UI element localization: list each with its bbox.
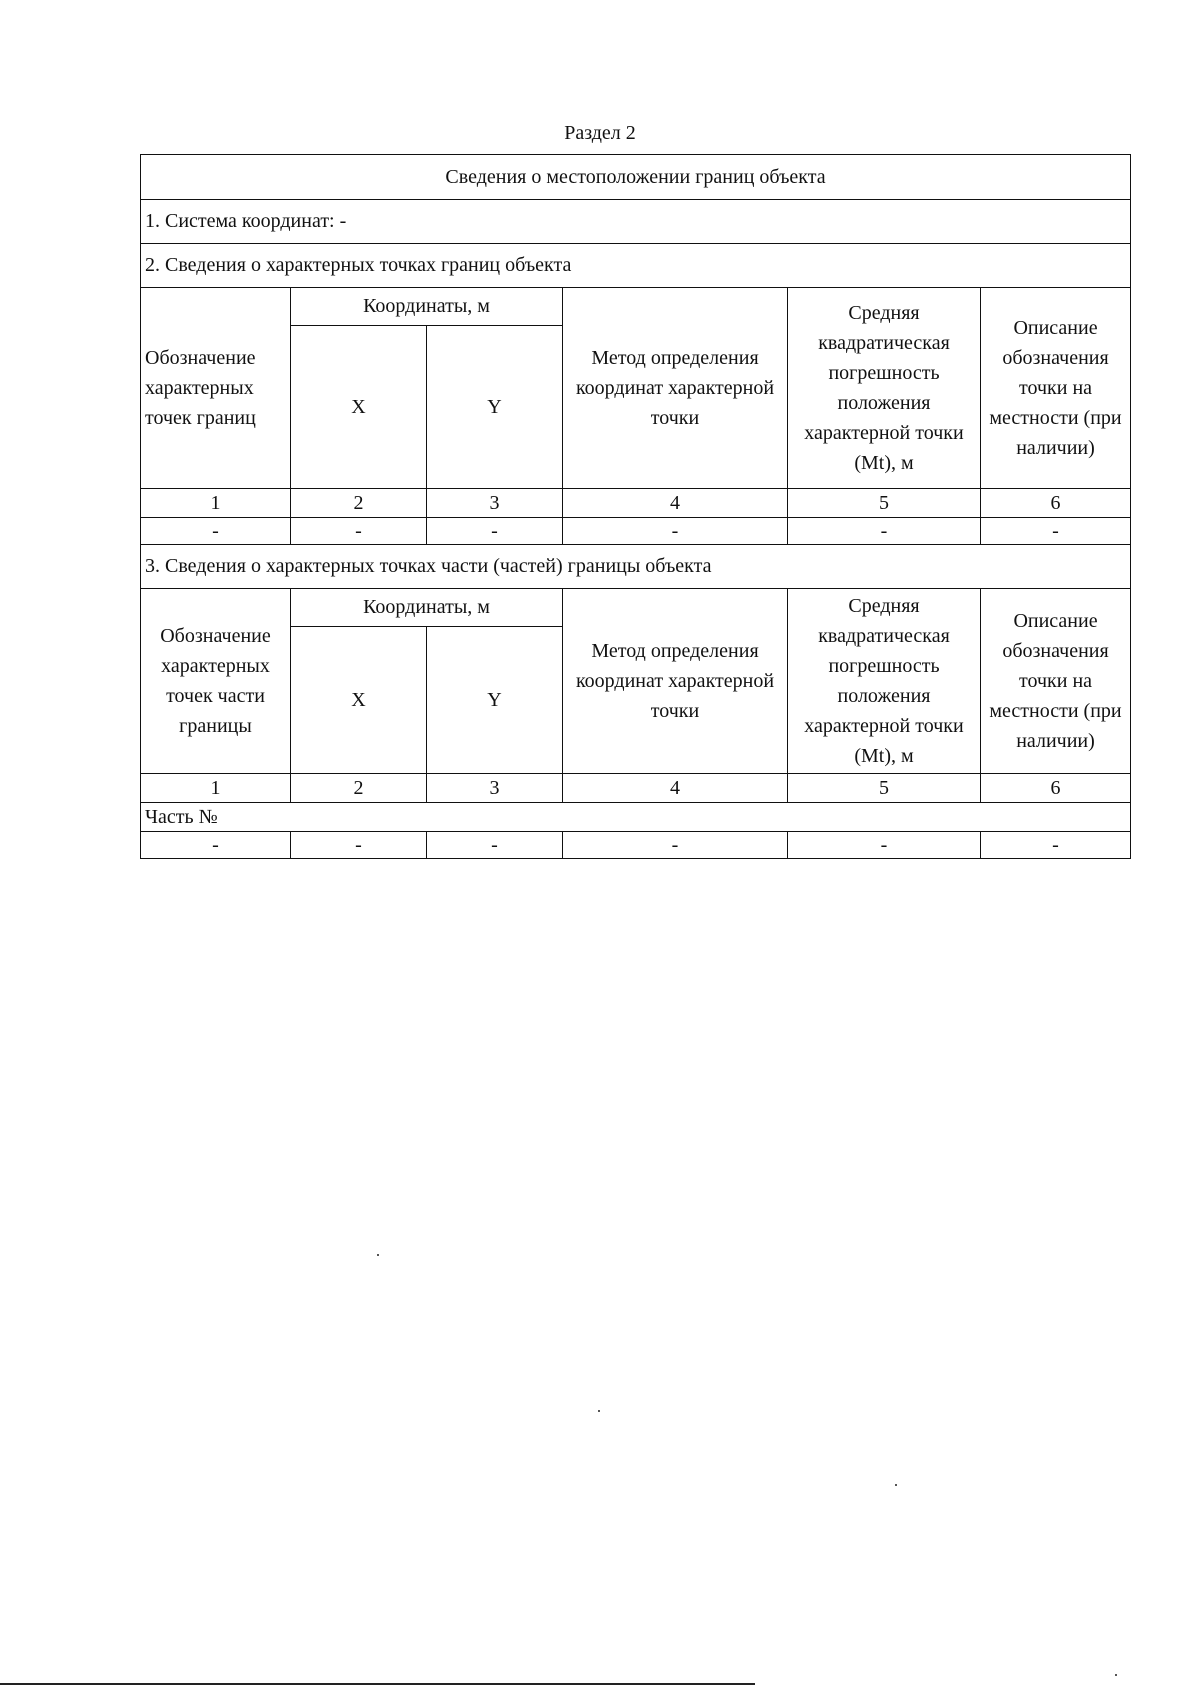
block3-col-error: Средняя квадратическая погрешность положения характерной точки (Mt), м <box>788 589 981 774</box>
block2-title-row <box>141 244 1131 288</box>
coordinate-system: 1. Система координат: - <box>141 200 1131 244</box>
block3-data-row <box>141 832 1131 859</box>
block3-header-row <box>141 589 1131 627</box>
block2-num-5: 5 <box>788 489 981 518</box>
scan-speck <box>598 1410 600 1412</box>
block3-col-method: Метод определения координат характерной точки <box>563 589 788 774</box>
block3-num-2: 2 <box>291 774 427 803</box>
block3-num-6: 6 <box>981 774 1131 803</box>
block3-title: 3. Сведения о характерных точках части (частей) границы объекта <box>141 545 1131 589</box>
block3-col-coords: Координаты, м <box>291 589 563 627</box>
block2-number-row <box>141 489 1131 518</box>
block2-num-6: 6 <box>981 489 1131 518</box>
block2-header-row <box>141 288 1131 326</box>
block2-col-error: Средняя квадратическая погрешность положения характерной точки (Mt), м <box>788 288 981 489</box>
block3-num-1: 1 <box>141 774 291 803</box>
block3-col-y: Y <box>427 627 563 774</box>
block3-col-designation: Обозначение характерных точек части границы <box>141 589 291 774</box>
block3-cell-2: - <box>291 832 427 859</box>
block2-num-1: 1 <box>141 489 291 518</box>
block3-part-label: Часть № <box>141 803 1131 832</box>
block2-cell-1: - <box>141 518 291 545</box>
block2-col-designation: Обозначение характерных точек границ <box>141 288 291 489</box>
block2-num-2: 2 <box>291 489 427 518</box>
block2-col-description: Описание обозначения точки на местности (при наличии) <box>981 288 1131 489</box>
table-title-row <box>141 155 1131 200</box>
section-title: Раздел 2 <box>564 122 636 144</box>
block3-cell-3: - <box>427 832 563 859</box>
block3-title-row <box>141 545 1131 589</box>
block2-title: 2. Сведения о характерных точках границ объекта <box>141 244 1131 288</box>
table-title: Сведения о местоположении границ объекта <box>141 155 1131 200</box>
block3-cell-6: - <box>981 832 1131 859</box>
block3-num-3: 3 <box>427 774 563 803</box>
scan-speck <box>377 1254 379 1256</box>
block2-cell-4: - <box>563 518 788 545</box>
block2-cell-3: - <box>427 518 563 545</box>
block2-col-method: Метод определения координат характерной точки <box>563 288 788 489</box>
block3-part-row <box>141 803 1131 832</box>
block2-cell-6: - <box>981 518 1131 545</box>
block2-data-row <box>141 518 1131 545</box>
block2-col-y: Y <box>427 326 563 489</box>
block2-num-3: 3 <box>427 489 563 518</box>
scan-speck <box>1115 1674 1117 1676</box>
block3-col-description: Описание обозначения точки на местности (при наличии) <box>981 589 1131 774</box>
block3-num-5: 5 <box>788 774 981 803</box>
block2-cell-5: - <box>788 518 981 545</box>
block3-cell-4: - <box>563 832 788 859</box>
coordinate-system-row <box>141 200 1131 244</box>
scan-edge-line <box>0 1683 755 1685</box>
block3-cell-5: - <box>788 832 981 859</box>
block3-num-4: 4 <box>563 774 788 803</box>
scan-speck <box>895 1484 897 1486</box>
block3-cell-1: - <box>141 832 291 859</box>
block2-col-coords: Координаты, м <box>291 288 563 326</box>
block2-num-4: 4 <box>563 489 788 518</box>
block3-number-row <box>141 774 1131 803</box>
block2-cell-2: - <box>291 518 427 545</box>
block2-col-x: X <box>291 326 427 489</box>
block3-col-x: X <box>291 627 427 774</box>
boundary-table <box>140 154 1131 859</box>
